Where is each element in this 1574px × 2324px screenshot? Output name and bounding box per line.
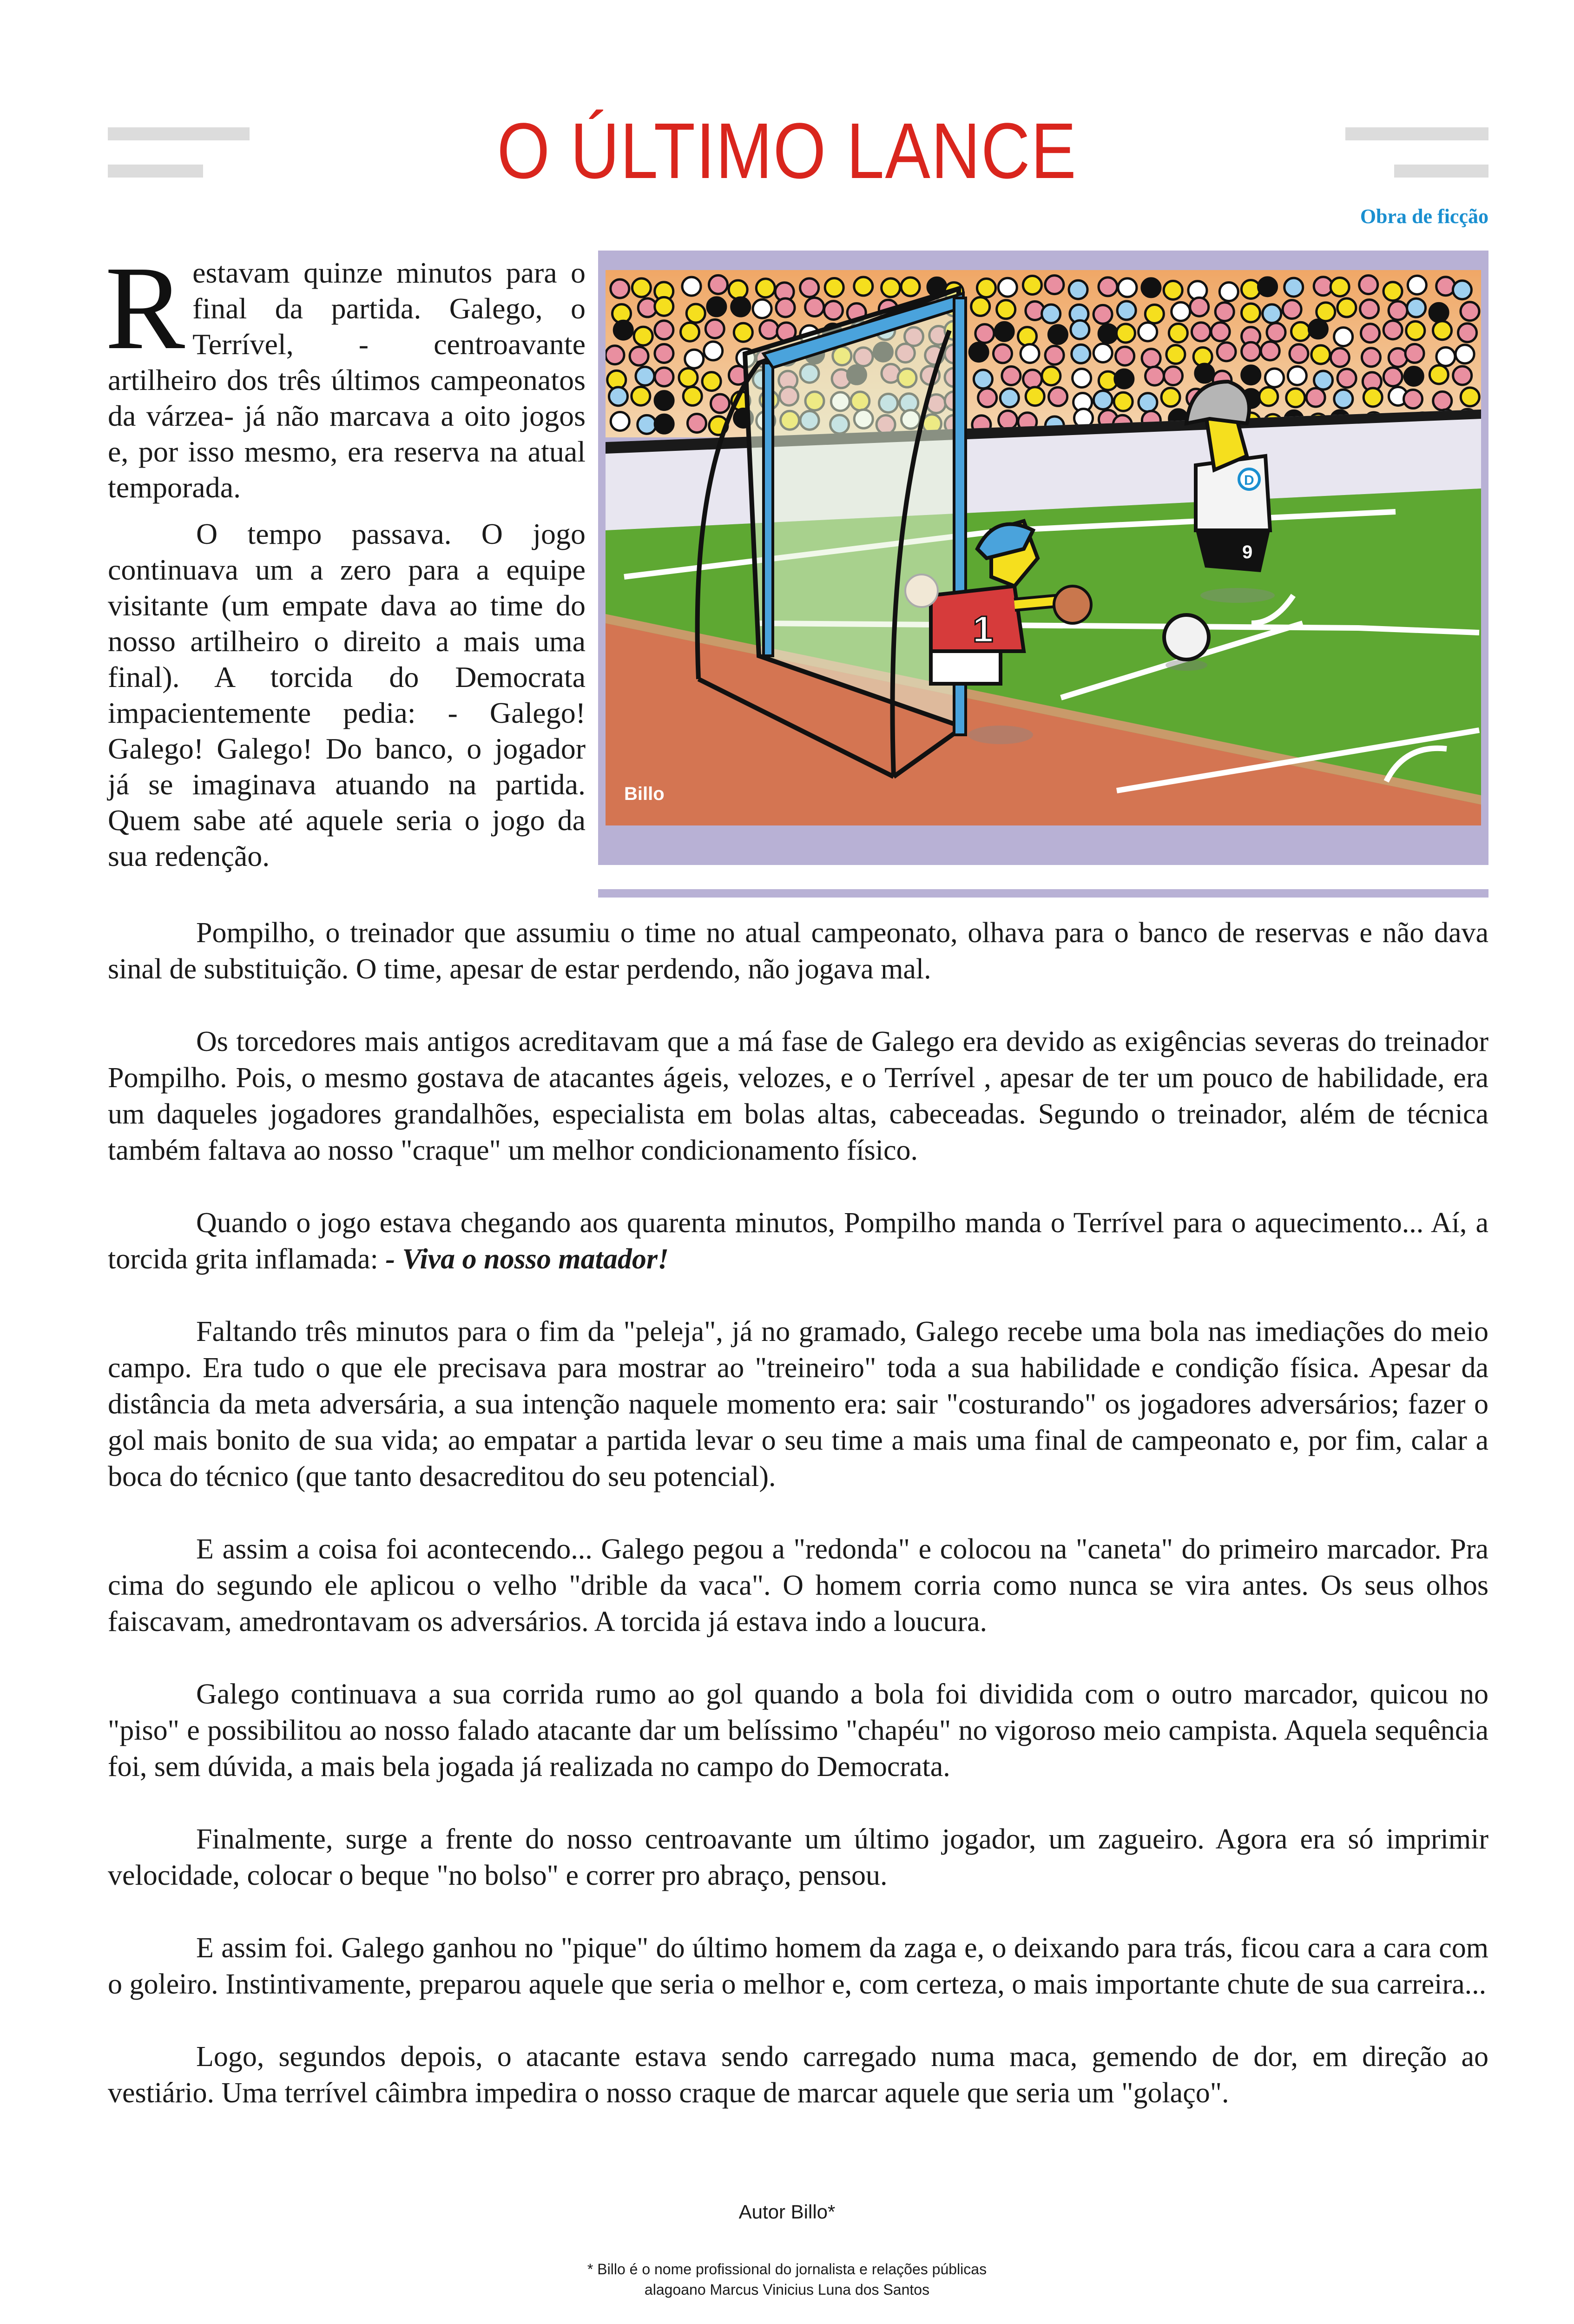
crowd-fan (1317, 303, 1335, 321)
crowd-fan (1071, 320, 1089, 339)
crowd-fan (1309, 320, 1327, 338)
crowd-fan (1073, 369, 1091, 387)
crowd-fan (687, 414, 706, 432)
crowd-fan (679, 368, 698, 387)
crowd-fan (1337, 369, 1356, 388)
crowd-fan (1284, 278, 1303, 297)
drop-cap: R (105, 241, 185, 374)
crowd-fan (1026, 387, 1044, 406)
crowd-fan (1116, 324, 1135, 343)
crowd-fan (776, 298, 795, 317)
crowd-fan (824, 301, 843, 320)
crowd-fan (978, 389, 997, 407)
crowd-fan (1383, 282, 1402, 301)
crowd-fan (1072, 344, 1090, 363)
crowd-fan (1311, 345, 1330, 364)
crowd-fan (975, 324, 994, 343)
crowd-fan (1145, 304, 1164, 323)
crowd-fan (655, 344, 673, 363)
crowd-fan (1146, 367, 1164, 385)
body-paragraph: Galego continuava a sua corrida rumo ao gol quando a bola foi dividida com o outro marcador, quicou no "piso" e possibilitou ao nosso falado atacante dar um belíssimo "chapéu" no vigoroso meio campista. Aquela sequência foi, sem dúvida, a mais bela jogada já realizada no campo do Democrata. (108, 1678, 1488, 1783)
striker-number: 9 (1242, 542, 1253, 562)
crowd-fan (1045, 276, 1064, 294)
crowd-fan (686, 304, 705, 323)
crowd-fan (1265, 369, 1284, 387)
crowd-fan (1164, 281, 1182, 299)
crowd-fan (1359, 276, 1378, 294)
crowd-fan (1000, 389, 1019, 407)
body-paragraph: Os torcedores mais antigos acreditavam que a má fase de Galego era devido as exigências severas do treinador Pompilho. Pois, o mesmo gostava de atacantes ágeis, velozes, e o Terrível , apesar de ter um pouco de habilidade, era um daqueles jogadores grandalhões, especialista em bolas altas, cabeceadas. Segundo o treinador, além de técnica também faltava ao nosso "craque" um melhor condicionamento físico. (108, 1026, 1488, 1166)
crowd-fan (1408, 276, 1426, 294)
crowd-fan (634, 327, 652, 345)
page-title: O ÚLTIMO LANCE (497, 107, 1077, 195)
crowd-fan (1195, 364, 1214, 383)
crowd-fan (977, 278, 995, 297)
crowd-fan (1192, 323, 1210, 341)
body-paragraph-text: Quando o jogo estava chegando aos quarenta minutos, Pompilho manda o Terrível para o aquecimento... Aí, a torcida grita inflamada: (108, 1207, 1488, 1275)
crowd-fan (1023, 370, 1042, 389)
crowd-fan (1337, 298, 1356, 317)
crowd-fan (682, 277, 701, 296)
crowd-fan (1021, 344, 1039, 363)
crowd-fan (1267, 323, 1285, 342)
crowd-fan (630, 347, 648, 365)
crowd-fan (1306, 388, 1325, 407)
crowd-fan (734, 323, 752, 342)
crowd-fan (1002, 366, 1021, 385)
crowd-fan (655, 391, 673, 410)
crowd-fan (1263, 304, 1281, 323)
crowd-fan (1261, 342, 1279, 360)
crowd-fan (1048, 325, 1067, 344)
body-section-1 (108, 915, 1488, 2147)
crowd-fan (1215, 303, 1234, 321)
crowd-fan (1045, 346, 1064, 364)
crowd-fan (1242, 304, 1260, 322)
crowd-fan (1114, 392, 1133, 411)
crowd-fan (1023, 276, 1041, 294)
crowd-fan (1190, 297, 1209, 316)
crowd-fan (1360, 300, 1379, 318)
crowd-fan (606, 346, 624, 364)
crowd-fan (1453, 366, 1472, 385)
crowd-fan (1241, 280, 1260, 299)
crowd-fan (997, 300, 1015, 319)
crowd-fan (1461, 388, 1479, 406)
crowd-fan (731, 297, 750, 316)
crowd-fan (1115, 370, 1133, 388)
crowd-fan (1291, 322, 1310, 341)
crowd-fan (655, 321, 673, 339)
cartoon-illustration (606, 270, 1481, 825)
crowd-fan (825, 278, 843, 297)
crowd-fan (1429, 303, 1448, 322)
crowd-fan (1286, 389, 1305, 407)
crowd-fan (1093, 344, 1112, 363)
ball (1164, 615, 1209, 671)
crowd-fan (1217, 343, 1236, 361)
footnote-line-1: * Billo é o nome profissional do jornalista e relações públicas (587, 2261, 987, 2278)
crowd-fan (702, 372, 721, 391)
crowd-fan (1405, 344, 1424, 363)
footnote-line-2: alagoano Marcus Vinicius Luna dos Santos (644, 2281, 930, 2298)
crowd-fan (1404, 390, 1423, 409)
crowd-fan (655, 415, 673, 433)
crowd-fan (993, 344, 1012, 363)
crowd-fan (800, 278, 819, 297)
crowd-fan (704, 342, 723, 360)
crowd-fan (632, 387, 650, 405)
body-paragraph-40min (108, 1205, 1488, 1277)
crowd-fan (636, 367, 654, 385)
crowd-fan (999, 411, 1017, 429)
crowd-fan (760, 320, 778, 339)
crowd-fan (1383, 321, 1402, 339)
crowd-fan (1258, 277, 1277, 296)
crowd-fan (1093, 305, 1112, 324)
crowd-fan (655, 297, 673, 316)
crowd-fan (1288, 366, 1306, 385)
crowd-fan (614, 321, 632, 339)
crowd-fan (1330, 348, 1349, 367)
crowd-fan (1314, 371, 1333, 390)
crowd-fan (681, 323, 699, 341)
divider (598, 889, 1488, 898)
crowd-fan (1118, 278, 1137, 297)
crowd-fan (1429, 365, 1448, 384)
crowd-fan (707, 297, 726, 316)
crowd-fan (1069, 280, 1087, 299)
author-credit: Autor Billo* (738, 2201, 836, 2223)
body-paragraph: Logo, segundos depois, o atacante estava sendo carregado numa maca, gemendo de dor, em direção ao vestiário. Uma terrível câimbra impedira o nosso craque de marcar aquele que seria um "golaço". (108, 2041, 1488, 2109)
crowd-fan (1433, 392, 1452, 410)
crowd-fan (683, 387, 702, 405)
crowd-fan (1458, 324, 1477, 342)
crowd-fan (1164, 367, 1182, 385)
crowd-fan (1283, 300, 1301, 319)
intro-paragraph-1 (105, 241, 586, 505)
crowd-fan (1166, 345, 1185, 364)
crowd-fan (995, 322, 1014, 341)
crowd-fan (1389, 301, 1407, 320)
crowd-fan (1042, 367, 1060, 385)
crowd-fan (1242, 366, 1260, 384)
crowd-fan (638, 415, 656, 434)
crowd-fan (974, 370, 992, 389)
crowd-fan (711, 394, 729, 413)
crowd-fan (685, 350, 704, 368)
crowd-fan (1290, 344, 1308, 363)
crowd-fan (1049, 387, 1067, 406)
crowd-fan (1169, 324, 1187, 342)
crowd-fan (611, 412, 629, 430)
crowd-fan (971, 297, 990, 316)
body-paragraph: Faltando três minutos para o fim da "peleja", já no gramado, Galego recebe uma bola nas imediações do meio campo. Era tudo o que ele precisava para mostrar ao "treineiro" toda a sua habilidade e condição física. Apesar da distância da meta adversária, a sua intenção naquele momento era: sair "costurando" os jogadores adversários; fazer o gol mais bonito de sua vida; ao empatar a partida levar o seu time a mais uma final de campeonato e, por fim, calar a boca do técnico (que tanto desacreditou do seu potencial). (108, 1316, 1488, 1492)
crowd-fan (1334, 328, 1353, 346)
crowd-fan (753, 299, 771, 318)
body-paragraph: Finalmente, surge a frente do nosso centroavante um último jogador, um zagueiro. Agora era só imprimir velocidade, colocar o beque "no bolso" e correr pro abraço, pensou. (108, 1823, 1488, 1891)
crowd-fan (998, 278, 1017, 297)
crowd-fan (655, 368, 673, 386)
crowd-fan (1142, 278, 1160, 297)
crowd-fan (1219, 283, 1238, 301)
crowd-fan (1363, 388, 1382, 407)
crowd-fan (1042, 304, 1060, 323)
crowd-fan (1018, 327, 1037, 346)
crowd-fan (1172, 302, 1190, 321)
crowd-fan (1433, 321, 1452, 340)
crowd-fan (756, 279, 775, 297)
crowd-fan (729, 280, 747, 299)
team-badge: D (1244, 473, 1254, 488)
crowd-fan (1142, 349, 1160, 368)
crowd-fan (1383, 368, 1402, 386)
crowd-fan (1099, 277, 1117, 296)
crowd-fan (901, 277, 920, 296)
goalkeeper-number: 1 (973, 608, 994, 650)
crowd-fan (1404, 367, 1423, 385)
illustration-frame (598, 251, 1488, 865)
crowd-fan (1361, 324, 1380, 343)
crowd-fan (1099, 324, 1117, 343)
body-paragraph: E assim a coisa foi acontecendo... Galego pegou a "redonda" e colocou na "caneta" do primeiro marcador. Pra cima do segundo ele aplicou o velho "drible da vaca". O homem corria como nunca se vira antes. Os seus olhos faiscavam, amedrontavam os adversários. A torcida já estava indo a loucura. (108, 1533, 1488, 1637)
crowd-fan (1139, 393, 1157, 412)
intro-paragraph-1-text: estavam quinze minutos para o final da partida. Galego, o Terrível, - centroavante artilheiro dos três últimos campeonatos da várzea- já não marcava a oito jogos e, por isso mesmo, era reserva na atual temporada. (108, 256, 586, 504)
soccer-cartoon (606, 270, 1481, 825)
crowd-fan (1436, 347, 1455, 366)
crowd-shout: - Viva o nosso matador! (385, 1243, 669, 1275)
crowd-fan (1362, 348, 1380, 367)
intro-paragraph-2: O tempo passava. O jogo continuava um a zero para a equipe visitante (um empate dava ao time do nosso artilheiro o direito a mais uma final). A torcida do Democrata impacientemente pedia: - Galego! Galego! Galego! Do banco, o jogador já se imaginava atuando na partida. Quem sabe até aquele seria o jogo da sua redenção. (108, 517, 586, 872)
crowd-fan (1117, 301, 1136, 320)
body-paragraph: Pompilho, o treinador que assumiu o time no atual campeonato, olhava para o banco de reservas e não dava sinal de substituição. O time, apesar de estar perdendo, não jogava mal. (108, 917, 1488, 985)
crowd-fan (854, 277, 873, 296)
crowd-fan (611, 279, 629, 298)
crowd-fan (882, 278, 900, 297)
crowd-fan (1116, 347, 1134, 365)
artist-signature: Billo (624, 784, 665, 804)
crowd-fan (1211, 323, 1230, 341)
crowd-fan (632, 278, 651, 297)
crowd-fan (805, 298, 824, 317)
crowd-fan (969, 343, 988, 362)
genre-label: Obra de ficção (1360, 205, 1488, 228)
crowd-fan (1436, 277, 1455, 296)
crowd-fan (1453, 281, 1471, 299)
crowd-fan (709, 275, 727, 294)
crowd-fan (1334, 390, 1353, 408)
crowd-fan (1455, 345, 1474, 363)
crowd-fan (1161, 388, 1180, 407)
crowd-fan (1259, 387, 1278, 406)
footnote (0, 2259, 1574, 2300)
crowd-fan (1461, 302, 1479, 321)
crowd-fan (1406, 321, 1425, 340)
crowd-fan (705, 319, 724, 338)
crowd-fan (1139, 323, 1157, 341)
body-paragraph: E assim foi. Galego ganhou no "pique" do último homem da zaga e, o deixando para trás, ficou cara a cara com o goleiro. Instintivamente, preparou aquele que seria o melhor e, com certeza, o mais importante chute de sua carreira... (108, 1932, 1488, 2000)
crowd-fan (609, 387, 627, 406)
crowd-fan (1093, 391, 1112, 409)
crowd-fan (1407, 298, 1426, 317)
crowd-fan (1242, 342, 1260, 361)
crowd-fan (1330, 277, 1349, 296)
